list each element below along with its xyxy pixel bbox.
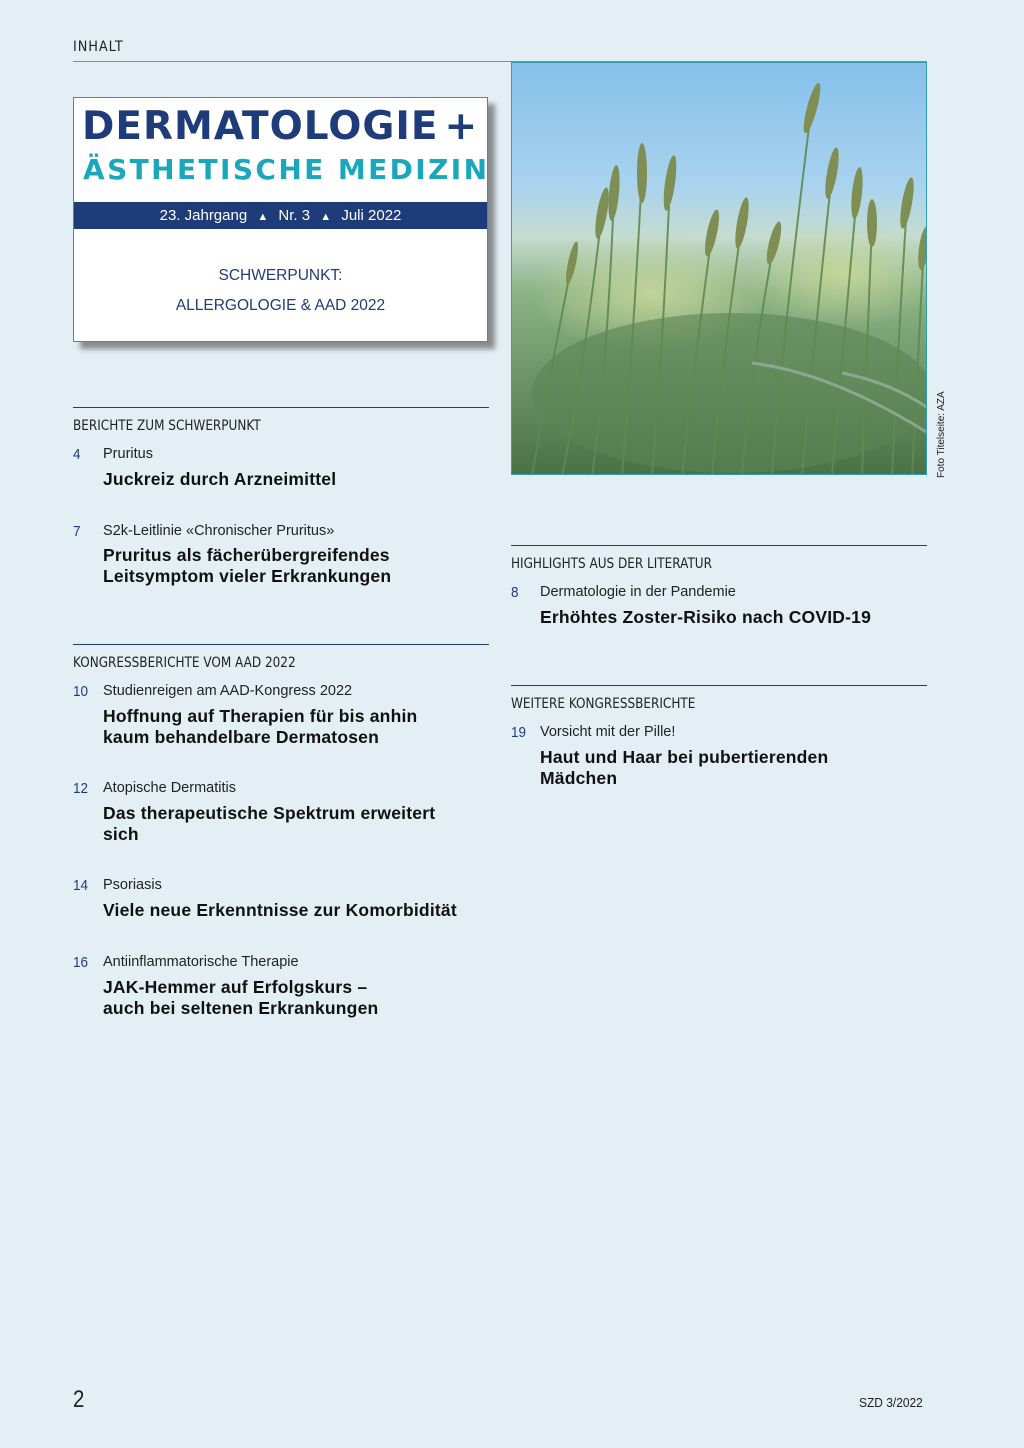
section-rule xyxy=(73,407,489,408)
entry-topic: Pruritus xyxy=(103,446,153,462)
triangle-icon: ▲ xyxy=(257,211,269,223)
section-title-kongress: KONGRESSBERICHTE VOM AAD 2022 xyxy=(73,655,296,671)
journal-masthead xyxy=(73,97,488,342)
cover-photo-grass xyxy=(511,62,927,475)
masthead-volume: 23. Jahrgang xyxy=(159,207,248,224)
entry-title[interactable] xyxy=(103,706,417,748)
section-rule xyxy=(511,685,927,686)
masthead-issue-band xyxy=(74,202,487,229)
entry-topic: Antiinflammatorische Therapie xyxy=(103,954,299,970)
entry-title[interactable] xyxy=(103,900,457,921)
grass-illustration xyxy=(512,63,927,475)
entry-title-line: Pruritus als fächerübergreifendes xyxy=(103,545,390,565)
entry-topic: Dermatologie in der Pandemie xyxy=(540,584,736,600)
section-title-schwerpunkt: BERICHTE ZUM SCHWERPUNKT xyxy=(73,418,261,434)
masthead-title-text: DERMATOLOGIE xyxy=(82,104,439,149)
issue-label: SZD 3/2022 xyxy=(859,1395,923,1410)
entry-topic: Vorsicht mit der Pille! xyxy=(540,724,676,740)
section-rule xyxy=(73,644,489,645)
entry-page-number: 12 xyxy=(73,780,89,797)
photo-credit: Foto Titelseite: AZA xyxy=(936,391,947,478)
entry-title-line: kaum behandelbare Dermatosen xyxy=(103,727,379,747)
entry-title[interactable] xyxy=(103,803,435,845)
entry-title[interactable] xyxy=(103,545,391,587)
entry-page-number: 7 xyxy=(73,523,81,540)
entry-title-line: JAK-Hemmer auf Erfolgskurs – xyxy=(103,977,368,997)
masthead-date: Juli 2022 xyxy=(341,207,402,224)
entry-page-number: 16 xyxy=(73,954,89,971)
masthead-plus: + xyxy=(444,104,479,149)
entry-title-line: Haut und Haar bei pubertierenden xyxy=(540,747,829,767)
entry-title-line: Mädchen xyxy=(540,768,618,788)
entry-topic: Atopische Dermatitis xyxy=(103,780,236,796)
triangle-icon: ▲ xyxy=(320,211,332,223)
section-title-weitere: WEITERE KONGRESSBERICHTE xyxy=(511,696,696,712)
section-title-highlights: HIGHLIGHTS AUS DER LITERATUR xyxy=(511,556,712,572)
entry-page-number: 14 xyxy=(73,877,89,894)
entry-topic: Studienreigen am AAD-Kongress 2022 xyxy=(103,683,353,699)
entry-title-line: Juckreiz durch Arzneimittel xyxy=(103,469,337,489)
header-label: INHALT xyxy=(73,39,124,55)
masthead-number: Nr. 3 xyxy=(278,207,311,224)
entry-title[interactable] xyxy=(540,747,828,789)
entry-title-line: Viele neue Erkenntnisse zur Komorbidität xyxy=(103,900,457,920)
entry-title[interactable] xyxy=(103,977,378,1019)
entry-title[interactable] xyxy=(540,607,871,628)
entry-title-line: Leitsymptom vieler Erkrankungen xyxy=(103,566,392,586)
masthead-focus xyxy=(74,261,487,321)
entry-title-line: Hoffnung auf Therapien für bis anhin xyxy=(103,706,418,726)
section-rule xyxy=(511,545,927,546)
masthead-focus-line1: SCHWERPUNKT: xyxy=(218,267,343,284)
entry-title-line: Erhöhtes Zoster-Risiko nach COVID-19 xyxy=(540,607,872,627)
entry-title-line: Das therapeutische Spektrum erweitert xyxy=(103,803,436,823)
entry-topic: Psoriasis xyxy=(103,877,162,893)
masthead-focus-line2: ALLERGOLOGIE & AAD 2022 xyxy=(175,297,386,314)
entry-title-line: sich xyxy=(103,824,139,844)
masthead-title-line2: ÄSTHETISCHE MEDIZIN xyxy=(83,153,490,186)
masthead-title-line1 xyxy=(82,104,482,149)
entry-page-number: 4 xyxy=(73,446,81,463)
entry-title-line: auch bei seltenen Erkrankungen xyxy=(103,998,379,1018)
entry-topic: S2k-Leitlinie «Chronischer Pruritus» xyxy=(103,523,335,539)
entry-page-number: 19 xyxy=(511,724,527,741)
entry-page-number: 8 xyxy=(511,584,519,601)
page-number: 2 xyxy=(73,1386,85,1413)
entry-page-number: 10 xyxy=(73,683,89,700)
entry-title[interactable] xyxy=(103,469,336,490)
